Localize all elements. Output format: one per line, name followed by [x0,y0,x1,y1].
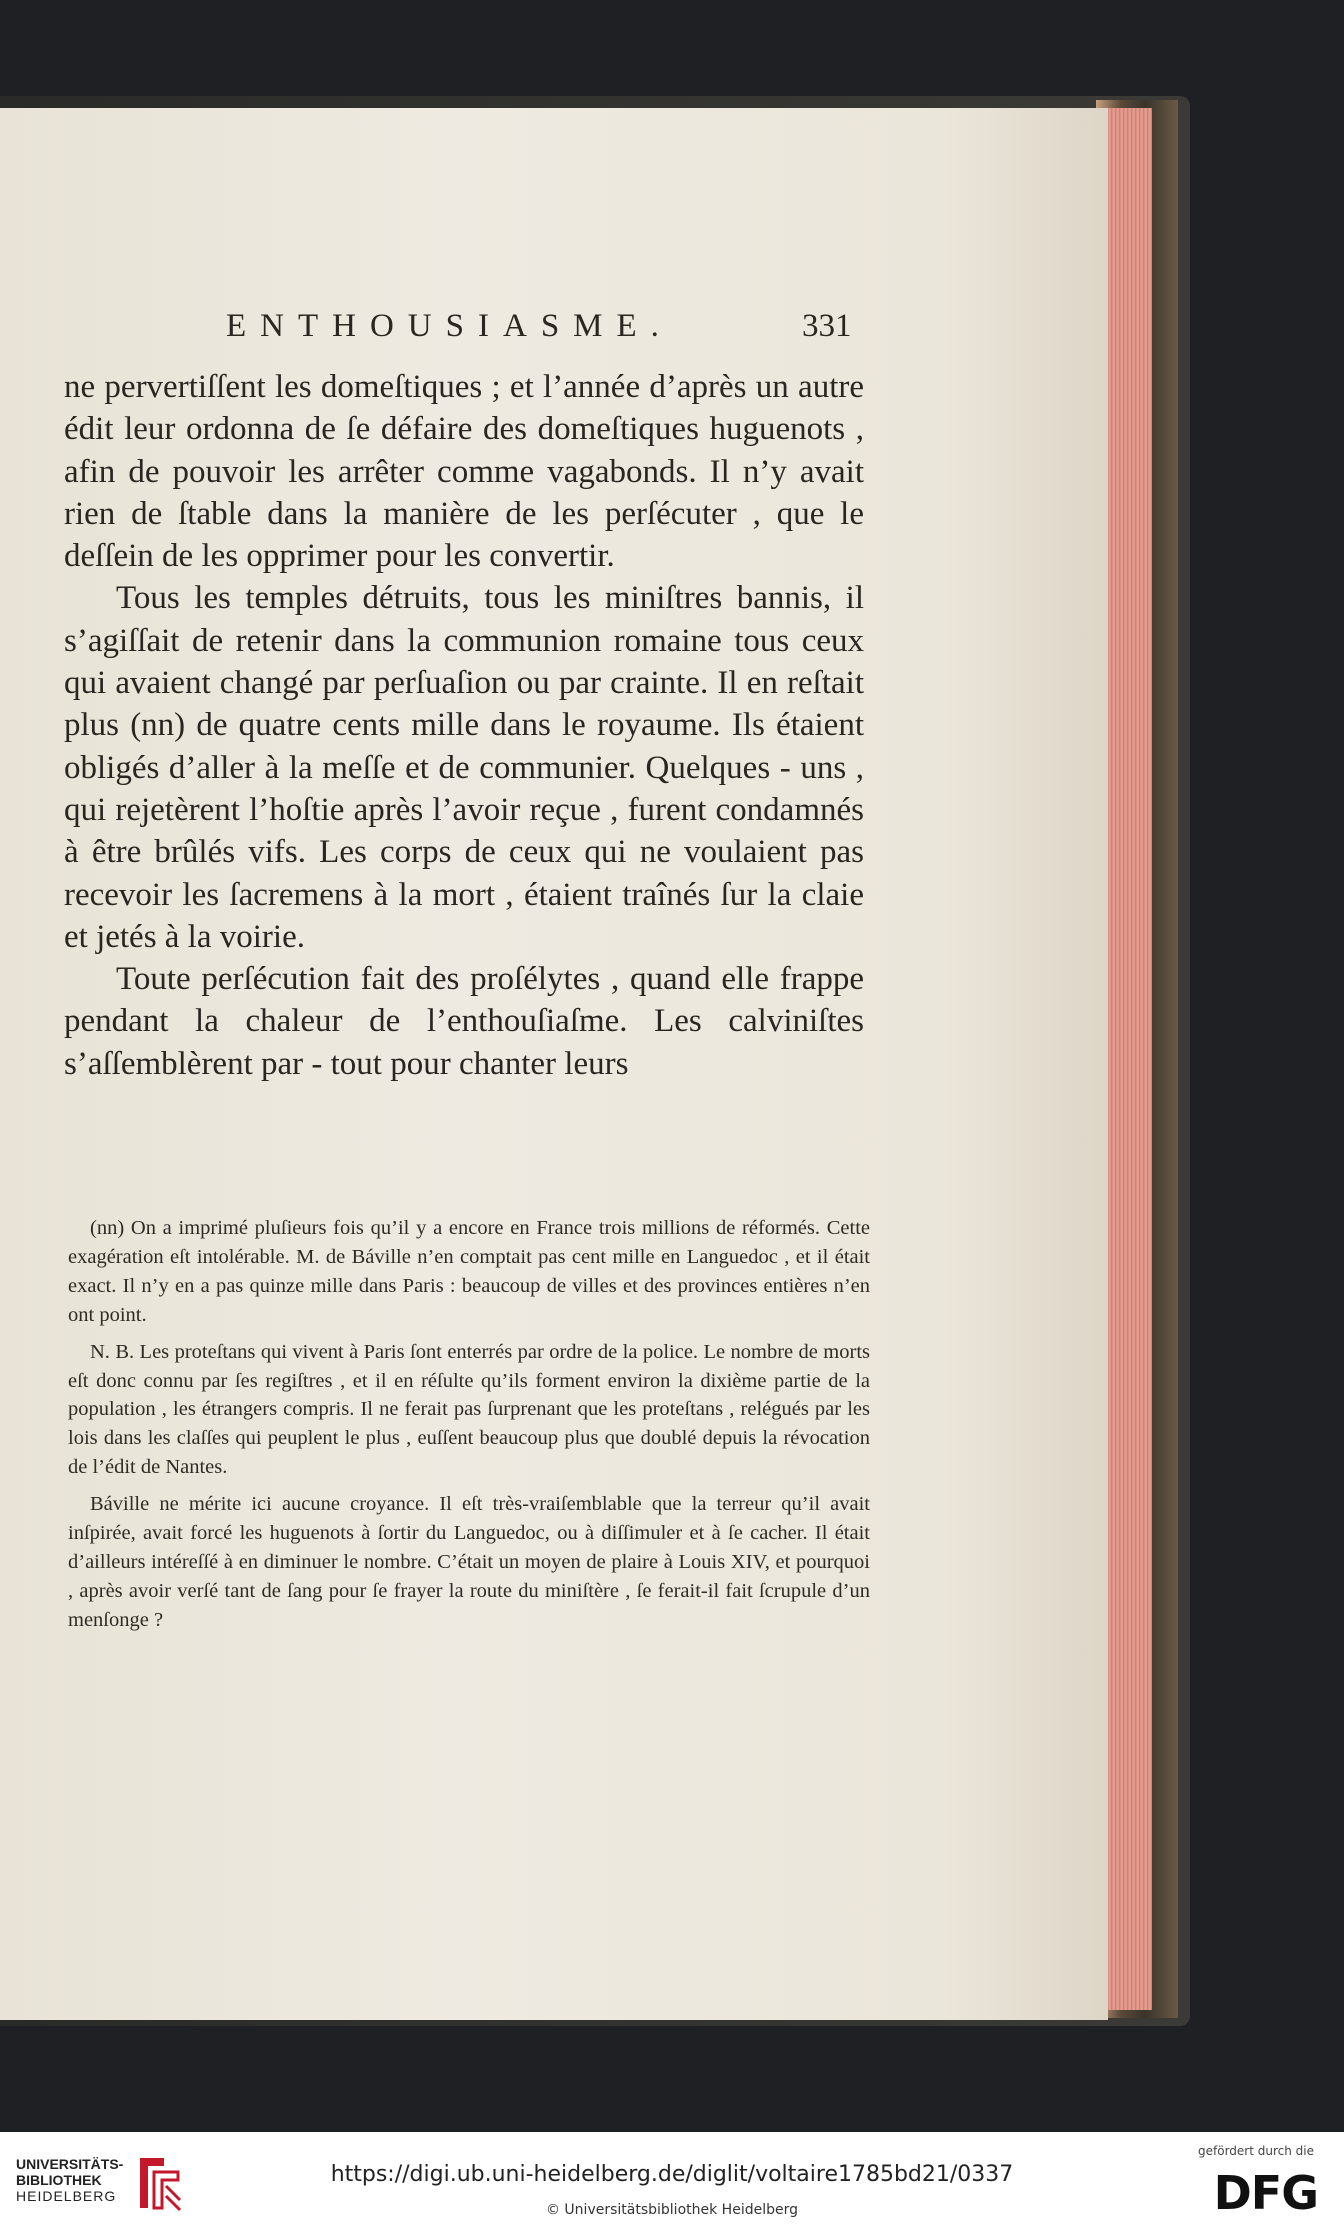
permalink-url[interactable]: https://digi.ub.uni-heidelberg.de/diglit/voltaire1785bd21/0337 [330,2162,1014,2187]
page-number: 331 [802,308,852,344]
sponsor-label: gefördert durch die [1198,2144,1314,2158]
copyright-text: © Universitätsbibliothek Heidelberg [545,2202,798,2218]
logo-line-2: BIBLIOTHEK [16,2172,102,2188]
footnote-nn: (nn) On a imprimé pluſieurs fois qu’il y a encore en France trois millions de réformés. Cette exagération eſt intolérable. M. de Báville n’en comptait pas cent mille en Languedoc , et il était exact. Il n’y en a pas quinze mille dans Paris : beaucoup de villes et des provinces entières n’en ont point. [68,1217,870,1326]
dfg-logo[interactable]: DFG [1213,2166,1318,2220]
paragraph: Toute perſécution fait des proſélytes , quand elle frappe pendant la chaleur de l’enthouſiaſme. Les calviniſtes s’aſſemblèrent par - tout pour chanter leurs [64,961,864,1082]
logo-line-1: UNIVERSITÄTS- [16,2156,124,2172]
paragraph: ne pervertiſſent les domeſtiques ; et l’année d’après un autre édit leur ordonna de ſe défaire des domeſtiques huguenots , afin de pouvoir les arrêter comme vagabonds. Il n’y avait rien de ſtable dans la manière de les perſécuter , que le deſſein de les opprimer pour les convertir. [64,369,864,575]
footnote-nb: N. B. Les proteſtans qui vivent à Paris ſont enterrés par ordre de la police. Le nombre de morts eſt donc connu par ſes regiſtres , et il en réſulte qu’ils forment environ la dixième partie de la population , les étrangers compris. Il ne ferait pas ſurprenant que les proteſtans , relégués par les lois dans les claſſes qui peuplent le plus , euſſent beaucoup plus que doublé depuis la révocation de l’édit de Nantes. [68,1340,870,1479]
footnote-baville: Báville ne mérite ici aucune croyance. Il eſt très-vraiſemblable que la terreur qu’il avait inſpirée, avait forcé les huguenots à ſortir du Languedoc, ou à diſſimuler et à ſe cacher. Il était d’ailleurs intéreſſé à en diminuer le nombre. C’était un moyen de plaire à Louis XIV, et pourquoi , après avoir verſé tant de ſang pour ſe frayer la route du miniſtère , ſe ferait-il fait ſcrupule d’un menſonge ? [68,1493,870,1631]
footer-bar [0,2132,1344,2230]
paragraph: Tous les temples détruits, tous les miniſtres bannis, il s’agiſſait de retenir dans la communion romaine tous ceux qui avaient changé par perſuaſion ou par crainte. Il en reſtait plus (nn) de quatre cents mille dans le royaume. Ils étaient obligés d’aller à la meſſe et de communier. Quelques - uns , qui rejetèrent l’hoſtie après l’avoir reçue , furent condamnés à être brûlés vifs. Les corps de ceux qui ne voulaient pas recevoir les ſacremens à la mort , étaient traînés ſur la claie et jetés à la voirie. [64,580,864,955]
main-text [64,366,864,1085]
logo-line-3: HEIDELBERG [16,2188,117,2204]
footnotes [68,1214,870,1643]
running-head-title: ENTHOUSIASME. [226,308,673,344]
